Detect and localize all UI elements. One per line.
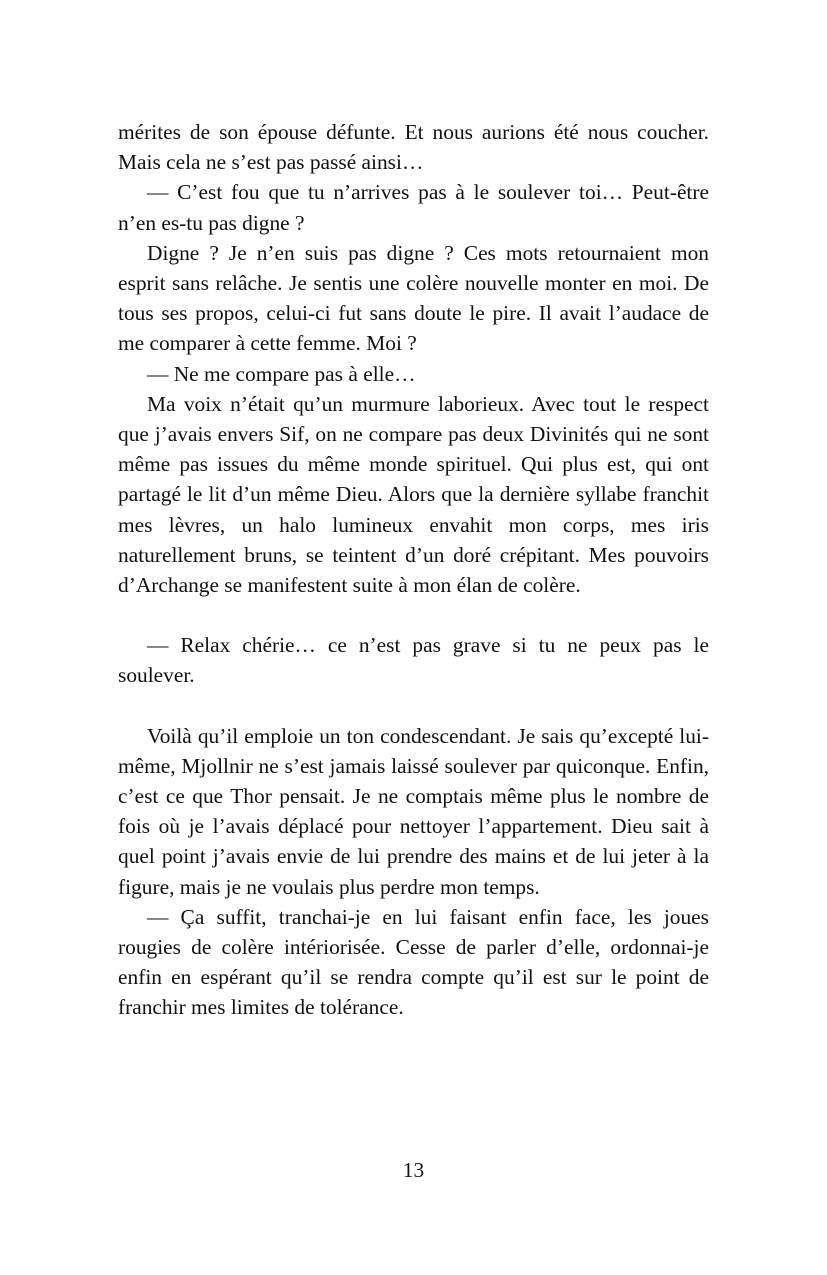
paragraph-4: — Ne me compare pas à elle… <box>147 361 416 386</box>
paragraph-gap <box>118 691 709 721</box>
paragraph-5: Ma voix n’était qu’un murmure laborieux. Avec tout le respect que j’avais envers Sif, on ne compare pas deux Divinités qui ne sont même pas issues du même monde spirituel. Qui plus est, qui ont partagé le lit d’un même Dieu. Alors que la dernière syllabe franchit mes lèvres, un halo lumineux envahit mon corps, mes iris naturellement bruns, se teintent d’un doré crépitant. Mes pouvoirs d’Archange se manifestent suite à mon élan de colère. <box>118 391 709 598</box>
paragraph-6: — Relax chérie… ce n’est pas grave si tu ne peux pas le soulever. <box>118 633 709 688</box>
paragraph-8: — Ça suffit, tranchai-je en lui faisant enfin face, les joues rougies de colère intériorisée. Cesse de parler d’elle, ordonnai-je enfin en espérant qu’il se rendra compte qu’il est sur le point de franchir mes limites de tolérance. <box>118 904 709 1020</box>
paragraph-1: mérites de son épouse défunte. Et nous aurions été nous coucher. Mais cela ne s’est pas passé ainsi… <box>118 120 709 175</box>
paragraph-gap <box>118 600 709 630</box>
paragraph-7: Voilà qu’il emploie un ton condescendant. Je sais qu’excepté lui-même, Mjollnir ne s’est jamais laissé soulever par quiconque. Enfin, c’est ce que Thor pensait. Je ne comptais même plus le nombre de fois où je l’avais déplacé pour nettoyer l’appartement. Dieu sait à quel point j’avais envie de lui prendre des mains et de lui jeter à la figure, mais je ne voulais plus perdre mon temps. <box>118 723 709 899</box>
page-number: 13 <box>402 1158 425 1182</box>
paragraph-3: Digne ? Je n’en suis pas digne ? Ces mots retournaient mon esprit sans relâche. Je sentis une colère nouvelle monter en moi. De tous ses propos, celui-ci fut sans doute le pire. Il avait l’audace de me comparer à cette femme. Moi ? <box>118 240 709 356</box>
paragraph-2: — C’est fou que tu n’arrives pas à le soulever toi… Peut-être n’en es-tu pas digne ? <box>118 180 709 235</box>
page-body <box>118 117 709 1023</box>
